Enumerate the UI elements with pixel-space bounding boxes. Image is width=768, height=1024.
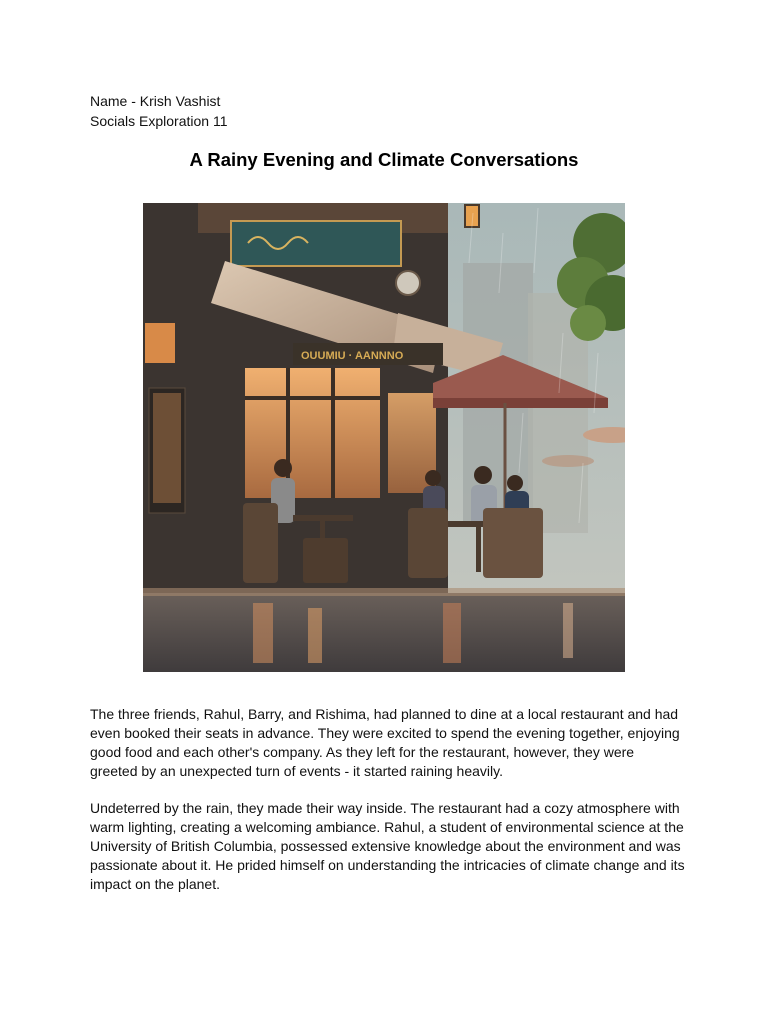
rainy-cafe-illustration <box>143 203 625 672</box>
cafe-window <box>245 368 380 498</box>
paragraph-line: greeted by an unexpected turn of events - it started raining heavily. <box>90 763 503 779</box>
svg-text:OUUMIU · AANNNO: OUUMIU · AANNNO <box>301 350 404 362</box>
wet-street <box>143 593 625 672</box>
paragraph-line: impact on the planet. <box>90 876 220 892</box>
wall-clock <box>396 271 420 295</box>
document-title: A Rainy Evening and Climate Conversations <box>189 149 579 170</box>
cafe-sign <box>231 221 401 266</box>
distant-umbrella <box>542 455 594 467</box>
student-name: Name - Krish Vashist <box>90 93 221 109</box>
paragraph-line: University of British Columbia, possessed extensive knowledge about the environment and was <box>90 838 681 854</box>
paragraph-line: The three friends, Rahul, Barry, and Rishima, had planned to dine at a local restaurant and had <box>90 706 679 722</box>
paragraph-line: even booked their seats in advance. They were excited to spend the evening together, enjoying <box>90 725 680 741</box>
paragraph-line: good food and each other's company. As they left for the restaurant, however, they were <box>90 744 635 760</box>
paragraph-line: passionate about it. He prided himself on understanding the intricacies of climate change and its <box>90 857 685 873</box>
course-name: Socials Exploration 11 <box>90 113 228 129</box>
paragraph-line: Undeterred by the rain, they made their way inside. The restaurant had a cozy atmosphere with <box>90 800 680 816</box>
left-window <box>145 323 175 363</box>
paragraph-line: warm lighting, creating a welcoming ambiance. Rahul, a student of environmental science at the <box>90 819 684 835</box>
